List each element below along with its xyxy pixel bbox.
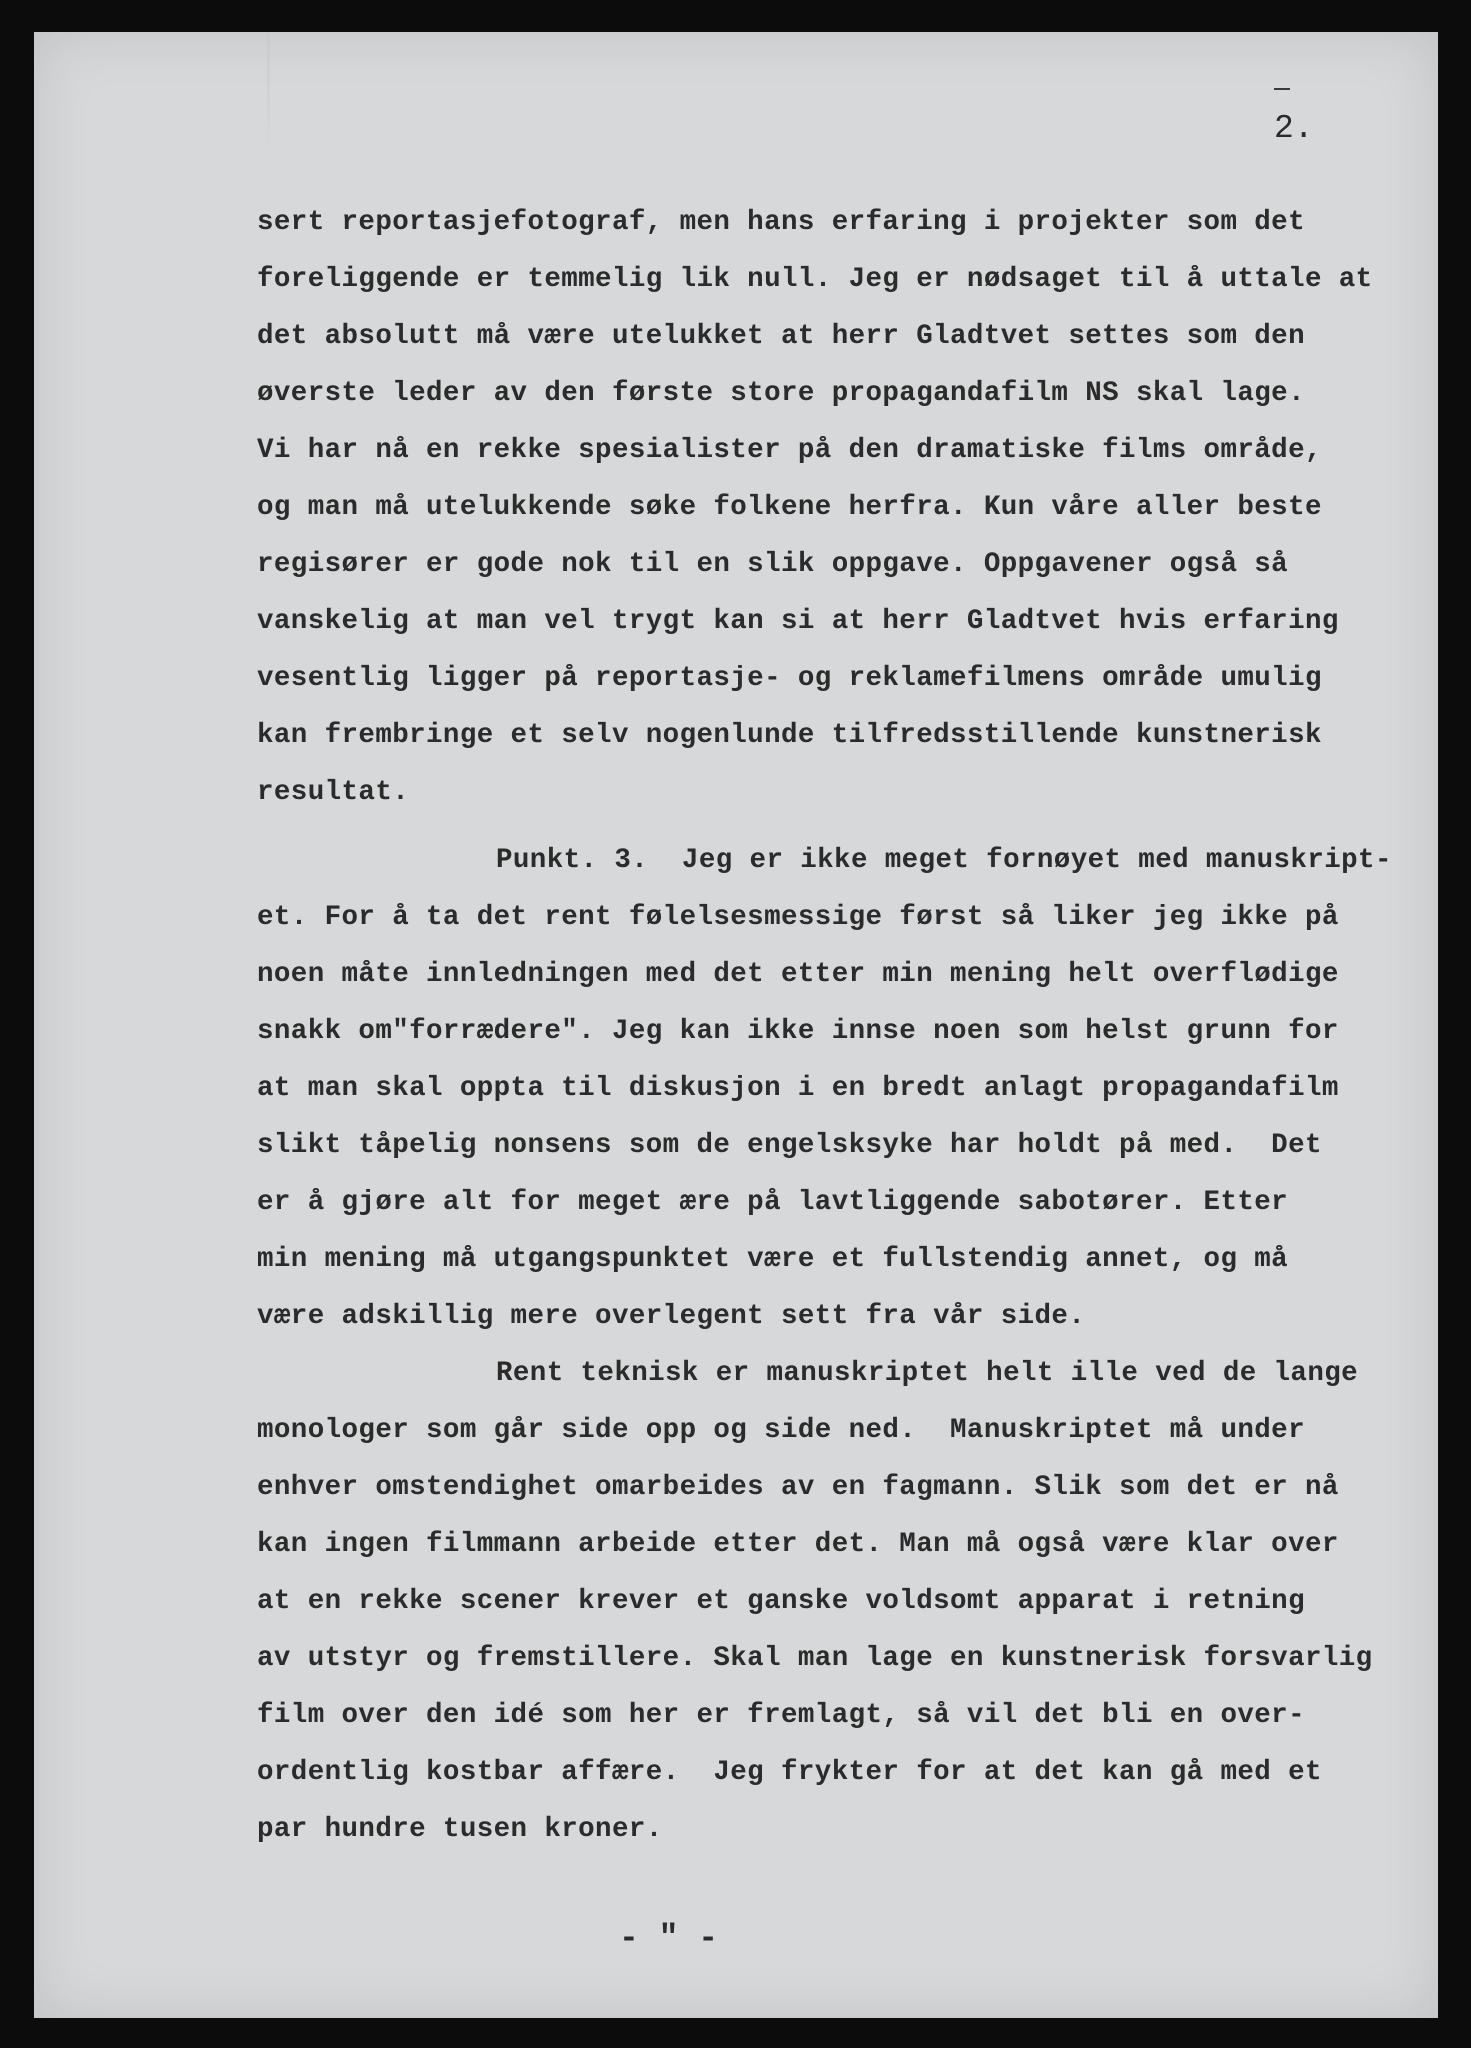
text-line: er å gjøre alt for meget ære på lavtliggende sabotører. Etter bbox=[257, 1187, 1289, 1218]
paper-fold-mark bbox=[267, 32, 270, 152]
text-line: et. For å ta det rent følelsesmessige først så liker jeg ikke på bbox=[257, 902, 1339, 933]
text-line: det absolutt må være utelukket at herr Gladtvet settes som den bbox=[257, 321, 1305, 352]
text-line: vesentlig ligger på reportasje- og reklamefilmens område umulig bbox=[257, 663, 1322, 694]
continuation-mark: - " - bbox=[619, 1920, 719, 1957]
text-line: regisører er gode nok til en slik oppgave. Oppgavener også så bbox=[257, 549, 1289, 580]
text-line: kan ingen filmmann arbeide etter det. Man må også være klar over bbox=[257, 1529, 1339, 1560]
text-line: være adskillig mere overlegent sett fra vår side. bbox=[257, 1301, 1086, 1332]
document-page bbox=[34, 32, 1438, 2018]
text-line: noen måte innledningen med det etter min mening helt overflødige bbox=[257, 959, 1339, 990]
text-line: monologer som går side opp og side ned. Manuskriptet må under bbox=[257, 1415, 1305, 1446]
text-line: at man skal oppta til diskusjon i en bredt anlagt propagandafilm bbox=[257, 1073, 1339, 1104]
text-line: av utstyr og fremstillere. Skal man lage en kunstnerisk forsvarlig bbox=[257, 1643, 1373, 1674]
text-line: og man må utelukkende søke folkene herfra. Kun våre aller beste bbox=[257, 492, 1322, 523]
text-line: ordentlig kostbar affære. Jeg frykter for at det kan gå med et bbox=[257, 1757, 1322, 1788]
punkt-heading-line: Punkt. 3. Jeg er ikke meget fornøyet med manuskript- bbox=[496, 845, 1392, 876]
text-line: snakk om"forrædere". Jeg kan ikke innse noen som helst grunn for bbox=[257, 1016, 1339, 1047]
text-line: enhver omstendighet omarbeides av en fagmann. Slik som det er nå bbox=[257, 1472, 1339, 1503]
text-line: vanskelig at man vel trygt kan si at herr Gladtvet hvis erfaring bbox=[257, 606, 1339, 637]
body-text bbox=[257, 194, 1437, 1858]
paragraph-gap bbox=[257, 821, 1437, 832]
text-line: par hundre tusen kroner. bbox=[257, 1814, 663, 1845]
text-line: kan frembringe et selv nogenlunde tilfredsstillende kunstnerisk bbox=[257, 720, 1322, 751]
text-line: sert reportasjefotograf, men hans erfaring i projekter som det bbox=[257, 207, 1305, 238]
text-line: at en rekke scener krever et ganske voldsomt apparat i retning bbox=[257, 1586, 1305, 1617]
text-line: foreliggende er temmelig lik null. Jeg er nødsaget til å uttale at bbox=[257, 264, 1373, 295]
rent-paragraph-first-line: Rent teknisk er manuskriptet helt ille ved de lange bbox=[496, 1358, 1359, 1389]
text-line: resultat. bbox=[257, 777, 410, 808]
corner-mark bbox=[1274, 88, 1290, 90]
text-line: øverste leder av den første store propagandafilm NS skal lage. bbox=[257, 378, 1305, 409]
text-line: film over den idé som her er fremlagt, så vil det bli en over- bbox=[257, 1700, 1305, 1731]
text-line: min mening må utgangspunktet være et fullstendig annet, og må bbox=[257, 1244, 1289, 1275]
page-number: 2. bbox=[1274, 110, 1314, 147]
text-line: slikt tåpelig nonsens som de engelsksyke har holdt på med. Det bbox=[257, 1130, 1322, 1161]
text-line: Vi har nå en rekke spesialister på den dramatiske films område, bbox=[257, 435, 1322, 466]
